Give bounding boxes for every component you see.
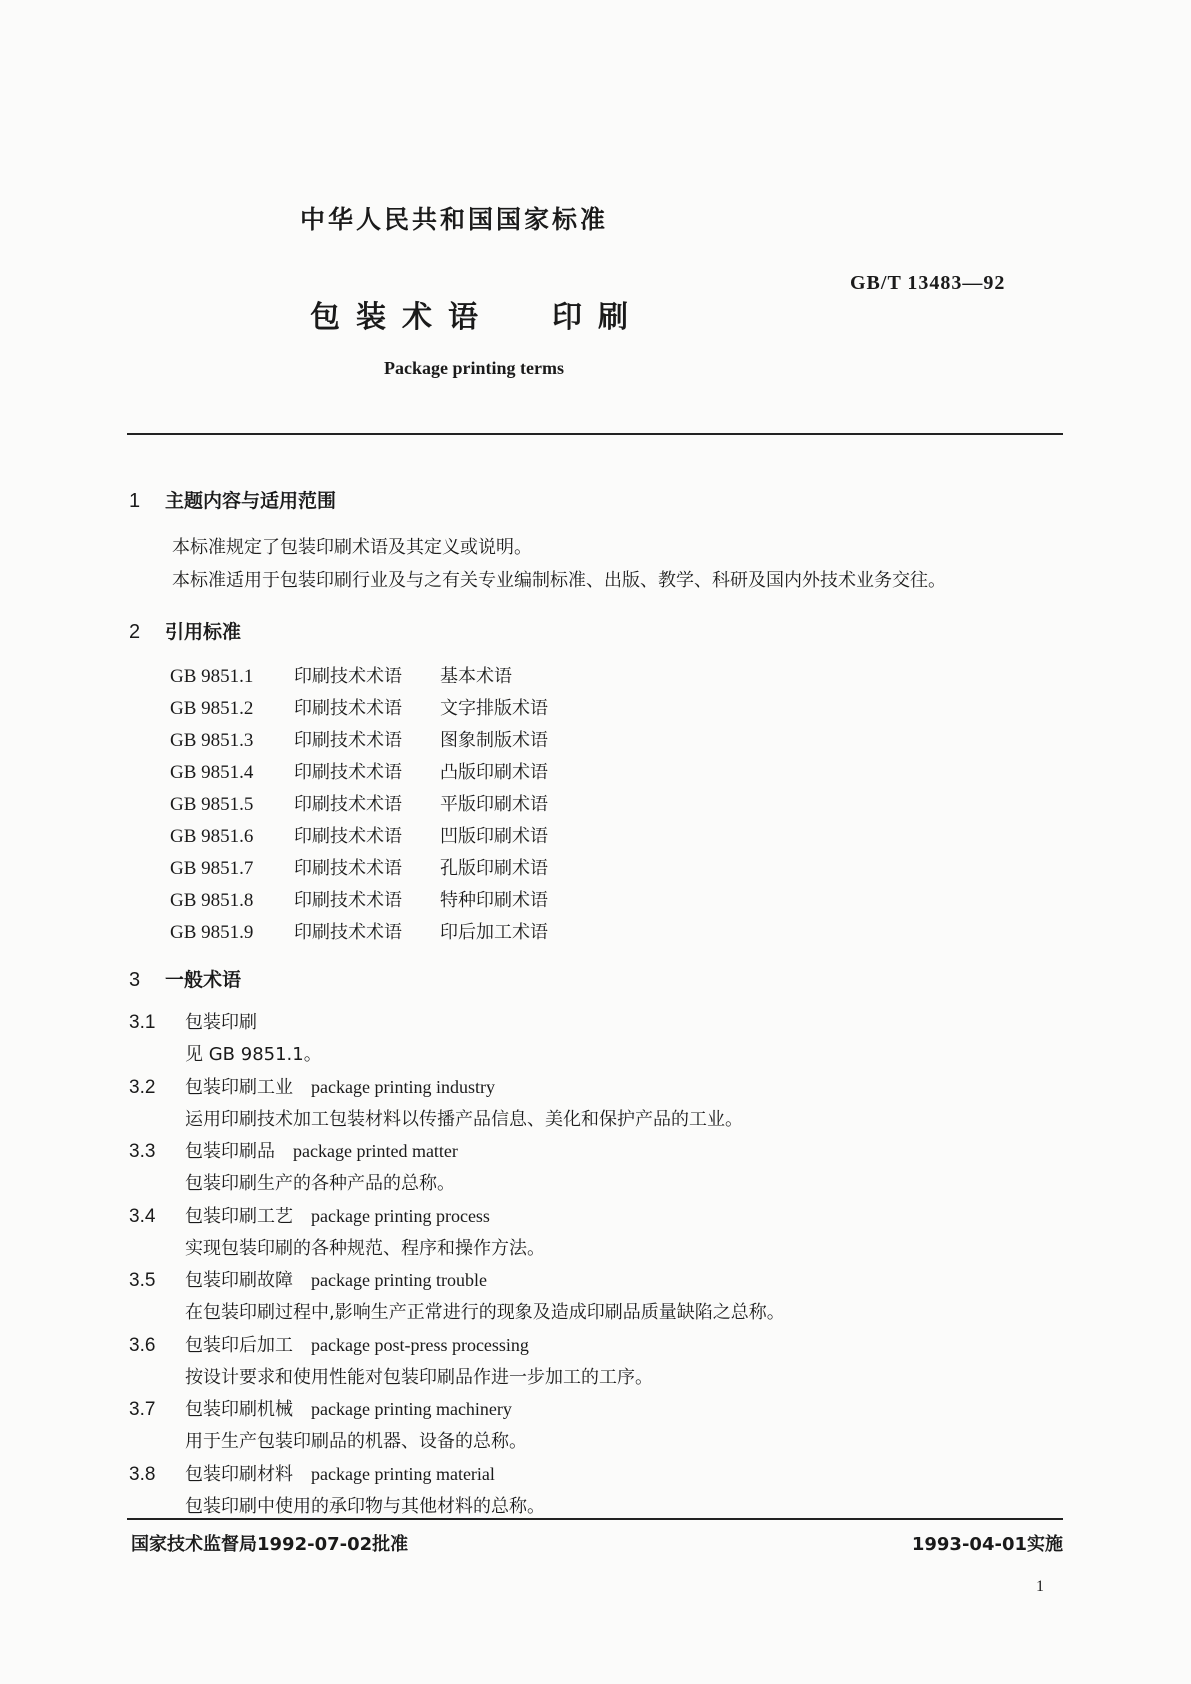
section-number: 3 [129,969,141,991]
bottom-divider [127,1518,1063,1520]
reference-row [170,854,548,880]
term-definition: 包装印刷生产的各种产品的总称。 [185,1173,455,1194]
reference-row [170,822,548,848]
term-zh: 包装印刷材料 [185,1463,293,1485]
approval-line: 国家技术监督局1992-07-02批准 [131,1534,409,1555]
section-1-para-2: 本标准适用于包装印刷行业及与之有关专业编制标准、出版、教学、科研及国内外技术业务交往。 [172,570,946,591]
reference-name: 印刷技术术语 [294,858,402,879]
term-heading [129,1137,458,1163]
document-title-en: Package printing terms [384,358,564,378]
reference-code: GB 9851.5 [170,794,254,815]
reference-name: 印刷技术术语 [294,698,402,719]
reference-name: 印刷技术术语 [294,730,402,751]
term-definition: 按设计要求和使用性能对包装印刷品作进一步加工的工序。 [185,1366,653,1388]
section-title: 一般术语 [165,969,242,991]
term-en: package printing material [311,1463,495,1484]
term-en: package post-press processing [311,1334,529,1355]
term-zh: 包装印后加工 [185,1334,293,1356]
term-number: 3.1 [129,1012,156,1033]
reference-topic: 文字排版术语 [440,698,548,719]
section-2-heading [129,617,241,644]
title-part1: 包装术语 [310,300,494,335]
reference-code: GB 9851.6 [170,826,254,847]
term-zh: 包装印刷机械 [185,1399,293,1420]
term-number: 3.3 [129,1141,156,1162]
term-zh: 包装印刷品 [185,1141,275,1162]
reference-code: GB 9851.8 [170,890,254,911]
term-zh: 包装印刷故障 [185,1270,293,1291]
section-title: 引用标准 [165,621,242,643]
term-number: 3.6 [129,1334,156,1356]
effective-date: 1993-04-01实施 [911,1534,1063,1555]
term-definition: 包装印刷中使用的承印物与其他材料的总称。 [185,1495,545,1517]
reference-row [170,758,548,784]
term-definition: 在包装印刷过程中,影响生产正常进行的现象及造成印刷品质量缺陷之总称。 [185,1302,785,1323]
term-number: 3.2 [129,1076,156,1098]
section-3-heading [129,965,241,992]
reference-code: GB 9851.3 [170,730,254,751]
term-zh: 包装印刷工艺 [185,1205,293,1227]
term-heading [129,1008,257,1034]
term-definition: 用于生产包装印刷品的机器、设备的总称。 [185,1431,527,1452]
term-heading [129,1460,495,1486]
top-divider [127,433,1063,435]
reference-code: GB 9851.1 [170,666,254,687]
standard-code: GB/T 13483—92 [850,272,1006,294]
term-en: package printed matter [293,1141,458,1161]
document-title-zh [310,292,644,336]
reference-row [170,694,548,720]
term-en: package printing industry [311,1076,495,1097]
reference-code: GB 9851.4 [170,762,254,783]
reference-name: 印刷技术术语 [294,826,402,847]
term-number: 3.4 [129,1205,156,1227]
reference-row [170,790,548,816]
reference-name: 印刷技术术语 [294,666,402,687]
term-en: package printing trouble [311,1270,487,1290]
term-zh: 包装印刷 [185,1012,257,1033]
term-heading [129,1395,512,1421]
term-en: package printing machinery [311,1399,512,1419]
term-heading [129,1266,487,1292]
section-1-heading [129,486,336,513]
national-standard-heading: 中华人民共和国国家标准 [300,205,609,234]
reference-row [170,726,548,752]
reference-topic: 图象制版术语 [440,730,548,751]
reference-topic: 特种印刷术语 [440,890,548,911]
term-en: package printing process [311,1205,490,1226]
term-zh: 包装印刷工业 [185,1076,293,1098]
reference-row [170,662,512,688]
term-heading [129,1331,529,1357]
reference-name: 印刷技术术语 [294,794,402,815]
term-number: 3.7 [129,1399,156,1420]
reference-topic: 平版印刷术语 [440,794,548,815]
reference-name: 印刷技术术语 [294,890,402,911]
section-number: 1 [129,490,141,512]
term-definition: 实现包装印刷的各种规范、程序和操作方法。 [185,1237,545,1259]
term-definition: 运用印刷技术加工包装材料以传播产品信息、美化和保护产品的工业。 [185,1108,743,1130]
reference-topic: 孔版印刷术语 [440,858,548,879]
term-number: 3.5 [129,1270,156,1291]
page-number: 1 [1036,1578,1044,1595]
section-title: 主题内容与适用范围 [165,490,337,512]
term-heading [129,1073,495,1099]
reference-topic: 印后加工术语 [440,922,548,943]
reference-row [170,886,548,912]
reference-code: GB 9851.9 [170,922,254,943]
title-part2: 印刷 [552,300,644,335]
reference-topic: 凹版印刷术语 [440,826,548,847]
term-heading [129,1202,490,1228]
reference-topic: 基本术语 [440,666,512,687]
section-number: 2 [129,621,141,643]
reference-name: 印刷技术术语 [294,762,402,783]
reference-code: GB 9851.2 [170,698,254,719]
term-number: 3.8 [129,1463,156,1485]
reference-topic: 凸版印刷术语 [440,762,548,783]
reference-row [170,918,548,944]
reference-code: GB 9851.7 [170,858,254,879]
reference-name: 印刷技术术语 [294,922,402,943]
section-1-para-1: 本标准规定了包装印刷术语及其定义或说明。 [172,537,532,558]
term-definition: 见 GB 9851.1。 [185,1044,322,1065]
